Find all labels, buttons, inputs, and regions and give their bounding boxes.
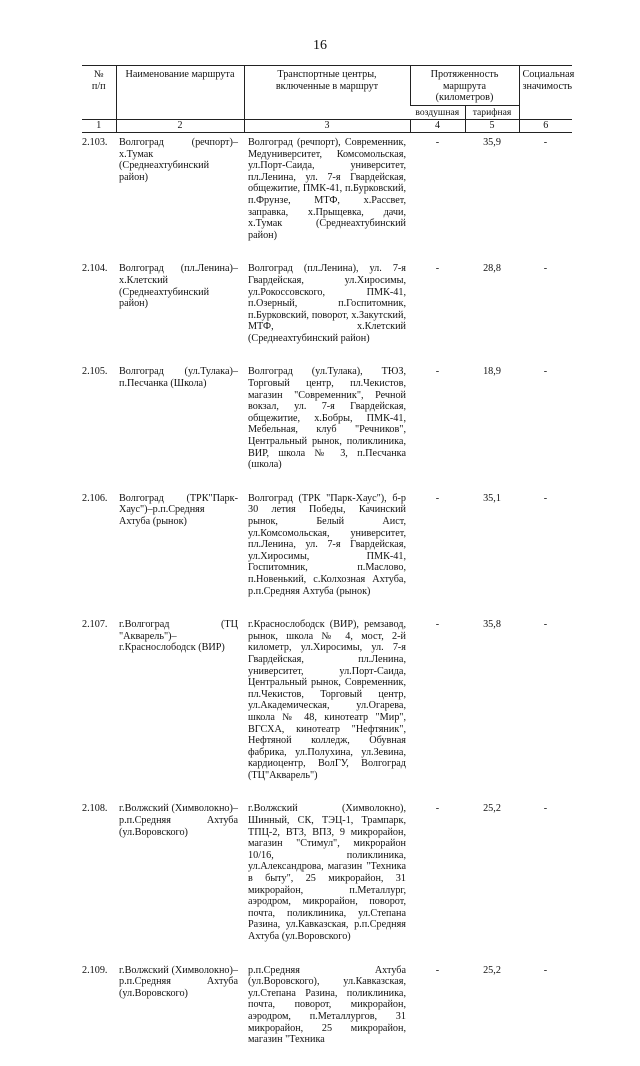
route-tariff-length: 25,2 (483, 803, 501, 815)
route-transport-centers: Волгоград (речпорт), Современник, Медуниверситет, Комсомольская, ул.Порт-Саида, университет, пл.Ленина, ул. 7-я Гвардейская, общежитие, ПМК-41, п.Бурковский, п.Фрунзе, МТФ, х.Рассвет, заправка, х.Прыщевка, дачи, х.Тумак (Среднеахтубинский район) (248, 136, 406, 241)
route-tariff-length: 35,9 (483, 136, 501, 148)
table-row (82, 963, 572, 1066)
route-transport-centers: г.Волжский (Химволокно), Шинный, СК, ТЭЦ-1, Трампарк, ТПЦ-2, ВТЗ, ВПЗ, 9 микрорайон, магазин "Стимул", микрорайон 10/16, поликлиника, ул.Александрова, магазин "Техника в быту", 25 микрорайон, 31 микрорайон, п.Металлург, аэродром, микрорайон, поворот, почта, поликлиника, ул.Степана Разина, ул.Кавказская, р.п.Средняя Ахтуба (ул.Воровского) (248, 803, 406, 942)
column-number: 1 (82, 120, 116, 133)
route-name: г.Волжский (Химволокно)–р.п.Средняя Ахтуба (ул.Воровского) (119, 964, 238, 999)
column-number: 2 (116, 120, 244, 133)
table-row (82, 364, 572, 490)
table-row (82, 261, 572, 364)
route-social-significance: - (543, 964, 548, 976)
route-index: 2.104. (82, 263, 108, 275)
route-tariff-length: 18,9 (483, 366, 501, 378)
header-route-name: Наименование маршрута (116, 66, 244, 120)
table-header (82, 66, 575, 133)
route-index: 2.105. (82, 366, 108, 378)
route-transport-centers: Волгоград (ТРК "Парк-Хаус"), б-р 30 летия Победы, Качинский рынок, Белый Аист, ул.Комсомольская, университет, пл.Ленина, ул. 7-я Гвардейская, ул.Хиросимы, ПМК-41, Госпитомник, п.Маслово, п.Новенький, с.Колхозная Ахтуба, р.п.Средняя Ахтуба (рынок) (248, 492, 406, 597)
page-number: 16 (313, 38, 327, 53)
route-social-significance: - (543, 263, 548, 275)
column-number: 4 (410, 120, 465, 133)
route-transport-centers: г.Краснослободск (ВИР), ремзавод, рынок, школа № 4, мост, 2-й километр, ул.Хиросимы, ул. 7-я Гвардейская, пл.Ленина, университет, ул.Порт-Саида, Центральный рынок, Современник, пл.Чекистов, Торговый центр, ул.Академическая, ул.Огарева, школа № 48, кинотеатр "Мир", ВГСХА, кинотеатр "Нефтяник", Нефтяной колледж, Обувная фабрика, ул.Полухина, ул.Зевина, кардиоцентр, ВолГУ, Волгоград (ТЦ"Акварель") (248, 619, 406, 781)
route-tariff-length: 35,8 (483, 619, 501, 631)
route-tariff-length: 28,8 (483, 263, 501, 275)
route-index: 2.108. (82, 803, 108, 815)
route-social-significance: - (543, 136, 548, 148)
route-index: 2.106. (82, 492, 108, 504)
route-name: Волгоград (речпорт)–х.Тумак (Среднеахтубинский район) (119, 136, 238, 183)
route-social-significance: - (543, 366, 548, 378)
route-index: 2.103. (82, 136, 108, 148)
route-transport-centers: Волгоград (ул.Тулака), ТЮЗ, Торговый центр, пл.Чекистов, магазин "Современник", Речной вокзал, ул. 7-я Гвардейская, общежитие, х.Бобры, ПМК-41, Мебельная, клуб "Речников", Центральный рынок, поликлиника, ВИР, школа № 3, п.Песчанка (школа) (248, 366, 406, 471)
header-social-significance: Социальная значимость (519, 66, 572, 120)
routes-table (82, 65, 575, 1066)
route-air-length: - (435, 619, 440, 631)
route-air-length: - (435, 492, 440, 504)
route-air-length: - (435, 136, 440, 148)
route-air-length: - (435, 964, 440, 976)
column-number: 3 (244, 120, 410, 133)
route-name: г.Волжский (Химволокно)–р.п.Средняя Ахтуба (ул.Воровского) (119, 803, 238, 838)
header-transport-centers: Транспортные центры, включенные в маршрут (244, 66, 410, 120)
route-name: г.Волгоград (ТЦ "Акварель")–г.Краснослободск (ВИР) (119, 619, 238, 654)
table-row (82, 801, 572, 962)
column-number: 5 (465, 120, 519, 133)
route-index: 2.107. (82, 619, 108, 631)
route-transport-centers: Волгоград (пл.Ленина), ул. 7-я Гвардейская, ул.Хиросимы, ул.Рокоссовского, ПМК-41, п.Озерный, п.Госпитомник, п.Бурковский, поворот, х.Закутский, МТФ, х.Клетский (Среднеахтубинский район) (248, 263, 406, 344)
table-row (82, 491, 572, 617)
route-air-length: - (435, 263, 440, 275)
route-air-length: - (435, 803, 440, 815)
column-number: 6 (519, 120, 572, 133)
route-tariff-length: 25,2 (483, 964, 501, 976)
route-name: Волгоград (ул.Тулака)–п.Песчанка (Школа) (119, 366, 238, 390)
route-tariff-length: 35,1 (483, 492, 501, 504)
header-num: № п/п (82, 66, 116, 120)
route-name: Волгоград (ТРК"Парк-Хаус")–р.п.Средняя Ахтуба (рынок) (119, 492, 238, 527)
route-name: Волгоград (пл.Ленина)–х.Клетский (Среднеахтубинский район) (119, 263, 238, 310)
header-tariff-length: тарифная (465, 105, 519, 120)
route-social-significance: - (543, 619, 548, 631)
column-number-row (82, 120, 572, 133)
header-route-length: Протяженность маршрута (километров) (410, 66, 519, 106)
table-row (82, 132, 572, 261)
route-social-significance: - (543, 803, 548, 815)
route-transport-centers: р.п.Средняя Ахтуба (ул.Воровского), ул.Кавказская, ул.Степана Разина, поликлиника, почта, поворот, микрорайон, аэродром, п.Металлургов, 31 микрорайон, 25 микрорайон, магазин "Техника (248, 964, 406, 1046)
route-index: 2.109. (82, 964, 108, 976)
table-row (82, 617, 572, 801)
header-air-length: воздушная (410, 105, 465, 120)
route-air-length: - (435, 366, 440, 378)
route-social-significance: - (543, 492, 548, 504)
